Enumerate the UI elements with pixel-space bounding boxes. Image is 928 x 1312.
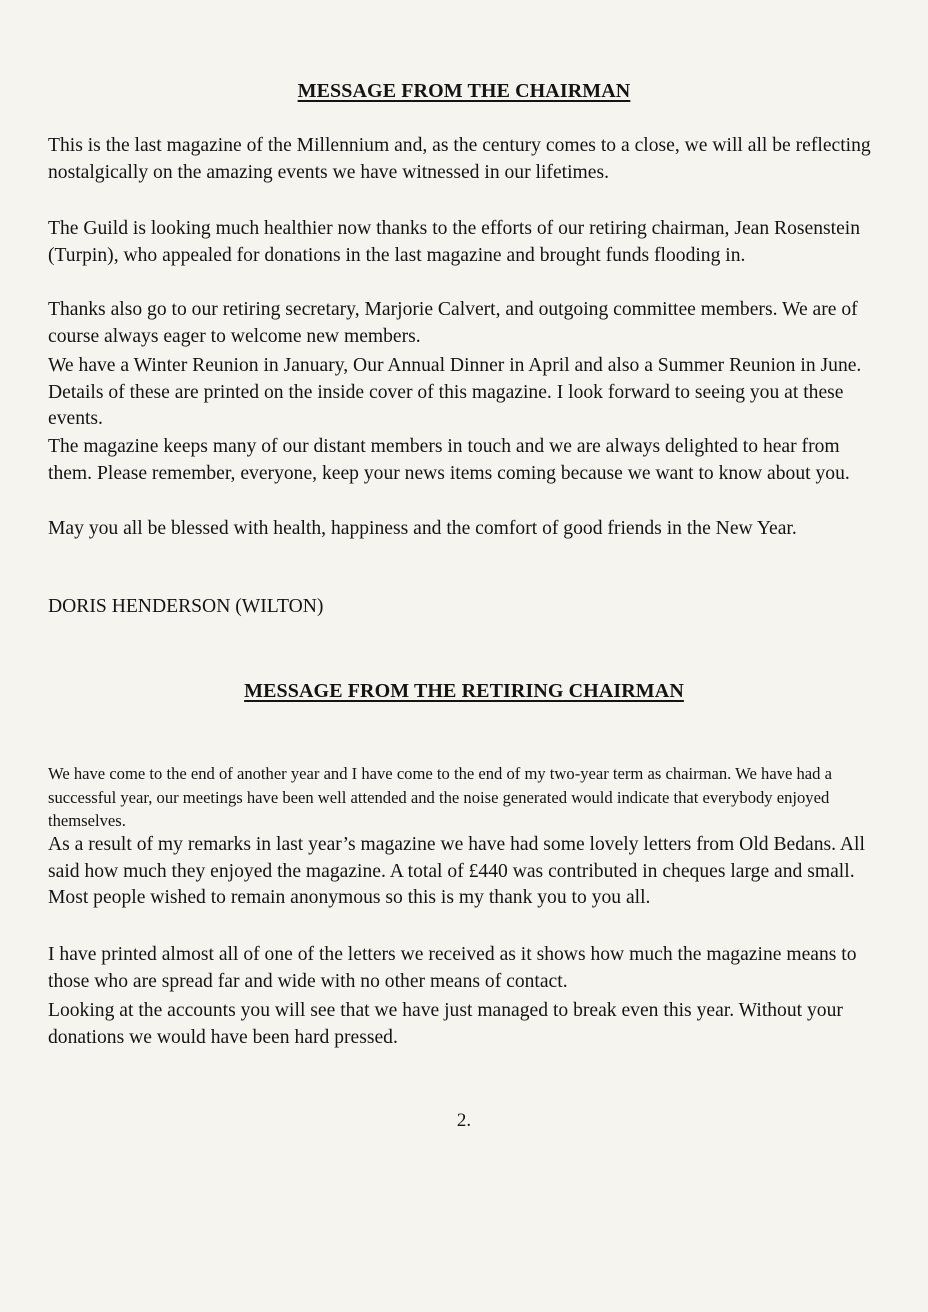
chairman-paragraph-5: The magazine keeps many of our distant members in touch and we are always delighted to hear from them. Please remember, everyone, keep your news items coming because we want to know about you. xyxy=(48,436,850,484)
retiring-paragraph-3: I have printed almost all of one of the letters we received as it shows how much the magazine means to those who are spread far and wide with no other means of contact. xyxy=(48,944,857,992)
page-number: 2. xyxy=(456,1110,472,1131)
chairman-message-heading: MESSAGE FROM THE CHAIRMAN xyxy=(297,80,631,102)
chairman-signature: DORIS HENDERSON (WILTON) xyxy=(48,596,324,617)
chairman-paragraph-1: This is the last magazine of the Millennium and, as the century comes to a close, we will all be reflecting nostalgically on the amazing events we have witnessed in our lifetimes. xyxy=(48,135,871,183)
retiring-paragraph-2: As a result of my remarks in last year’s magazine we have had some lovely letters from Old Bedans. All said how much they enjoyed the magazine. A total of £440 was contributed in cheques large and small. Most people wished to remain anonymous so this is my thank you to you all. xyxy=(48,834,865,908)
chairman-paragraph-6: May you all be blessed with health, happiness and the comfort of good friends in the New Year. xyxy=(48,518,797,539)
chairman-paragraph-3: Thanks also go to our retiring secretary, Marjorie Calvert, and outgoing committee members. We are of course always eager to welcome new members. xyxy=(48,299,858,347)
retiring-paragraph-4: Looking at the accounts you will see that we have just managed to break even this year. Without your donations we would have been hard pressed. xyxy=(48,1000,843,1048)
chairman-paragraph-4: We have a Winter Reunion in January, Our Annual Dinner in April and also a Summer Reunion in June. Details of these are printed on the inside cover of this magazine. I look forward to seeing you at these events. xyxy=(48,355,862,429)
chairman-paragraph-2: The Guild is looking much healthier now thanks to the efforts of our retiring chairman, Jean Rosenstein (Turpin), who appealed for donations in the last magazine and brought funds flooding in. xyxy=(48,218,861,266)
retiring-chairman-heading: MESSAGE FROM THE RETIRING CHAIRMAN xyxy=(244,680,684,702)
retiring-paragraph-1: We have come to the end of another year and I have come to the end of my two-year term as chairman. We have had a successful year, our meetings have been well attended and the noise generated would indicate that everybody enjoyed themselves. xyxy=(48,764,832,830)
